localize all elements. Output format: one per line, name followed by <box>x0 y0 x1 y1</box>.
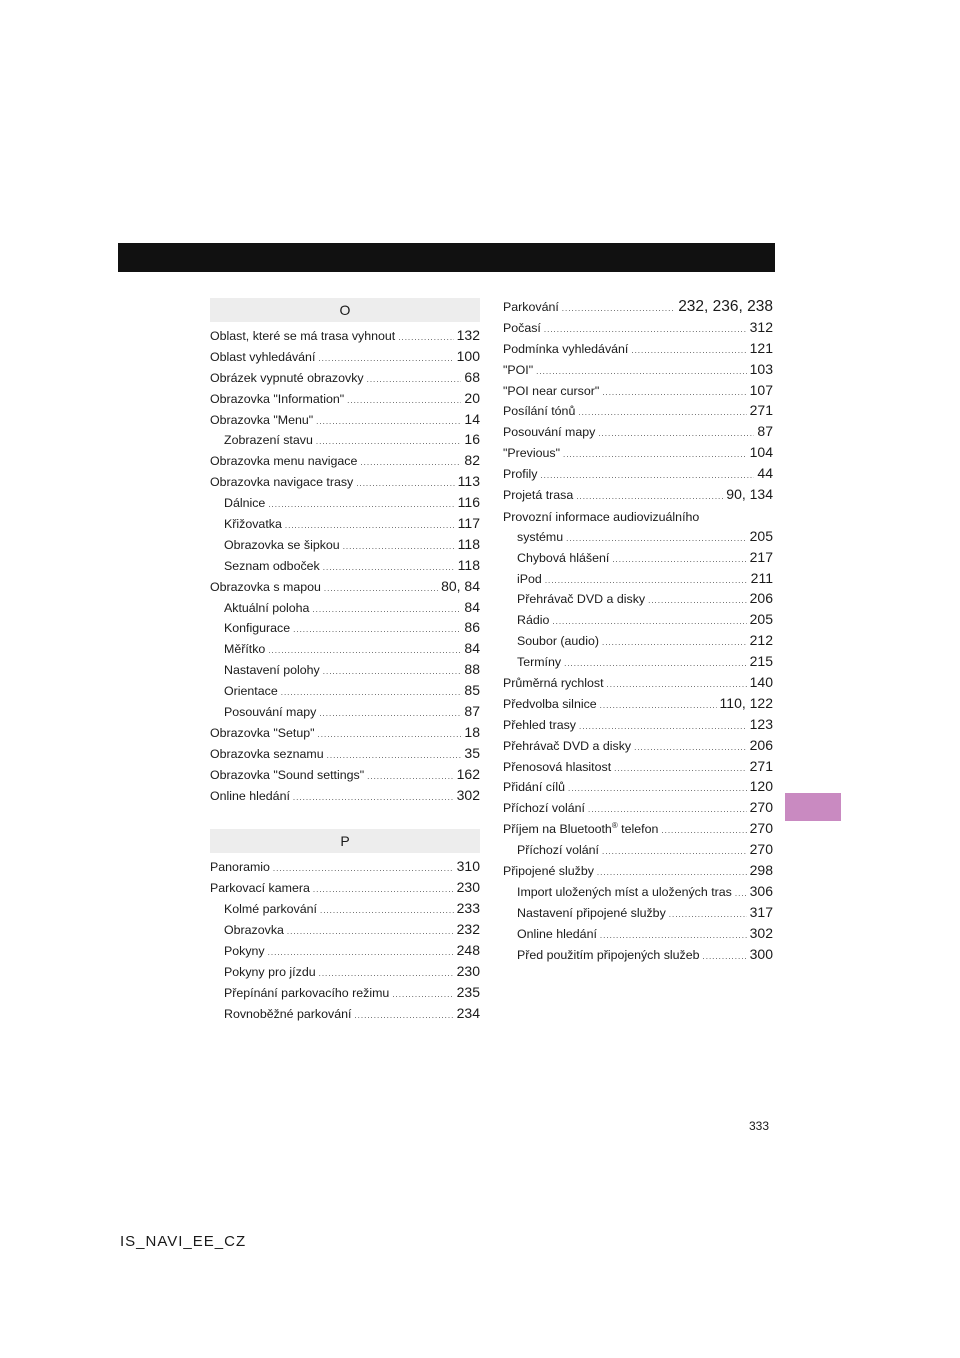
entry-name: Parkovací kamera <box>210 881 310 896</box>
index-entry <box>503 841 773 862</box>
entry-name: Obrazovka "Sound settings" <box>210 767 365 782</box>
dot-leader <box>631 346 746 355</box>
entry-name: Oblast, které se má trasa vyhnout <box>210 329 396 343</box>
entry-page: 84 <box>464 640 480 657</box>
dot-leader <box>313 885 454 894</box>
dot-leader <box>669 910 747 919</box>
index-entry <box>210 473 480 494</box>
entry-page: 206 <box>749 736 773 753</box>
index-entry <box>503 820 773 841</box>
dot-leader <box>661 826 746 835</box>
dot-leader <box>268 646 461 655</box>
entry-name: Podmínka vyhledávání <box>503 341 629 356</box>
index-entry <box>503 716 773 737</box>
entry-name: Obrazovka menu navigace <box>210 454 358 469</box>
entry-page: 18 <box>464 723 480 740</box>
index-entry <box>210 963 480 984</box>
dot-leader <box>598 429 754 438</box>
index-entry <box>210 599 480 620</box>
entry-page: 248 <box>456 942 480 959</box>
entry-name: Oblast vyhledávání <box>210 349 316 364</box>
entry-page: 116 <box>457 494 480 511</box>
index-entry <box>210 787 480 808</box>
dot-leader <box>607 680 747 689</box>
index-entry <box>210 858 480 879</box>
index-entry <box>210 1005 480 1026</box>
entry-page: 230 <box>456 962 480 979</box>
entry-name: Přepínání parkovacího režimu <box>224 985 390 1000</box>
dot-leader <box>312 605 461 614</box>
dot-leader <box>536 367 746 376</box>
entry-page: 16 <box>464 431 480 448</box>
index-entry <box>210 745 480 766</box>
index-entry <box>210 411 480 432</box>
dot-leader <box>552 617 746 626</box>
entry-page: 162 <box>456 765 480 782</box>
index-column-right <box>503 298 773 967</box>
index-entry <box>503 444 773 465</box>
entry-name: Přehrávač DVD a disky <box>503 738 632 753</box>
entry-page: 118 <box>457 535 480 552</box>
entry-page: 123 <box>749 715 773 732</box>
index-entry <box>210 494 480 515</box>
entry-page: 215 <box>749 653 773 670</box>
entry-page: 317 <box>749 903 773 920</box>
index-entry <box>503 862 773 883</box>
entry-name: "Previous" <box>503 446 561 461</box>
index-list-p <box>210 858 480 1025</box>
entry-name: Parkování <box>503 300 559 314</box>
entry-page: 100 <box>456 347 480 364</box>
dot-leader <box>703 952 747 961</box>
entry-page: 270 <box>749 841 773 858</box>
entry-name: iPod <box>517 571 542 586</box>
entry-name: Přehled trasy <box>503 717 577 732</box>
index-entry <box>210 640 480 661</box>
entry-page: 140 <box>749 674 773 691</box>
dot-leader <box>597 868 747 877</box>
entry-page: 217 <box>749 548 773 565</box>
entry-page: 118 <box>457 556 480 573</box>
dot-leader <box>579 722 747 731</box>
dot-leader <box>540 471 754 480</box>
dot-leader <box>293 793 454 802</box>
entry-name: Příchozí volání <box>503 801 585 816</box>
dot-leader <box>323 667 462 676</box>
index-entry <box>503 465 773 486</box>
dot-leader <box>360 458 461 467</box>
entry-name: Obrázek vypnuté obrazovky <box>210 370 364 385</box>
entry-page: 87 <box>757 423 773 440</box>
entry-name: Online hledání <box>210 788 290 803</box>
entry-page: 205 <box>749 611 773 628</box>
index-entry <box>503 340 773 361</box>
index-entry <box>503 590 773 611</box>
index-entry <box>503 298 773 319</box>
dot-leader <box>600 701 717 710</box>
entry-page: 120 <box>749 778 773 795</box>
index-entry <box>503 528 773 549</box>
footer-code: IS_NAVI_EE_CZ <box>120 1233 247 1250</box>
dot-leader <box>600 931 747 940</box>
dot-leader <box>318 354 453 363</box>
entry-page: 232 <box>456 921 480 938</box>
entry-page: 271 <box>749 402 773 419</box>
dot-leader <box>545 576 748 585</box>
entry-page: 68 <box>464 368 480 385</box>
entry-page: 298 <box>749 862 773 879</box>
entry-name: Seznam odboček <box>224 558 320 573</box>
index-entry <box>210 452 480 473</box>
dot-leader <box>287 927 454 936</box>
index-entry <box>503 674 773 695</box>
dot-leader <box>562 304 675 313</box>
index-entry <box>210 724 480 745</box>
entry-name: Obrazovka seznamu <box>210 746 324 761</box>
entry-page: 132 <box>456 327 480 343</box>
entry-name: Nastavení polohy <box>224 663 320 678</box>
dot-leader <box>320 906 454 915</box>
index-entry <box>503 570 773 591</box>
entry-page: 310 <box>456 858 480 875</box>
dot-leader <box>612 555 746 564</box>
entry-page: 35 <box>464 744 480 761</box>
dot-leader <box>324 584 438 593</box>
index-entry <box>210 431 480 452</box>
index-entry <box>503 799 773 820</box>
entry-name: Pokyny pro jízdu <box>224 964 316 979</box>
dot-leader <box>566 534 747 543</box>
entry-name: Přehrávač DVD a disky <box>517 592 646 607</box>
index-entry <box>210 879 480 900</box>
index-list-o <box>210 327 480 807</box>
dot-leader <box>614 764 747 773</box>
index-entry <box>503 904 773 925</box>
dot-leader <box>564 659 747 668</box>
index-column-left <box>210 298 480 1026</box>
index-entry <box>210 921 480 942</box>
index-entry <box>503 946 773 967</box>
index-entry <box>503 632 773 653</box>
entry-name: Pokyny <box>224 944 265 959</box>
dot-leader <box>316 417 461 426</box>
index-entry <box>503 883 773 904</box>
dot-leader <box>735 889 747 898</box>
dot-leader <box>588 805 747 814</box>
dot-leader <box>367 375 462 384</box>
index-entry <box>210 661 480 682</box>
entry-name: Dálnice <box>224 496 266 511</box>
dot-leader <box>576 492 723 501</box>
section-header-o: O <box>210 298 480 322</box>
entry-page: 107 <box>749 381 773 398</box>
index-entry <box>210 327 480 348</box>
entry-name: Příjem na Bluetooth® telefon <box>503 821 659 837</box>
dot-leader <box>319 969 454 978</box>
entry-page: 302 <box>456 786 480 803</box>
index-list-right <box>503 298 773 967</box>
index-entry <box>503 653 773 674</box>
entry-page: 312 <box>749 318 773 335</box>
entry-page: 211 <box>750 569 773 586</box>
entry-name: "POI" <box>503 362 534 377</box>
dot-leader <box>392 990 453 999</box>
entry-name: Posílání tónů <box>503 404 576 419</box>
entry-name: Obrazovka navigace trasy <box>210 475 354 490</box>
dot-leader <box>563 450 747 459</box>
entry-name: Obrazovka "Menu" <box>210 412 314 427</box>
entry-page: 271 <box>749 757 773 774</box>
entry-page: 44 <box>757 465 773 482</box>
header-bar <box>118 243 775 272</box>
entry-name: Obrazovka se šipkou <box>224 537 340 552</box>
dot-leader <box>648 596 747 605</box>
dot-leader <box>343 542 455 551</box>
entry-name: Posouvání mapy <box>224 705 317 720</box>
entry-page: 205 <box>749 527 773 544</box>
entry-name: Soubor (audio) <box>517 634 599 649</box>
index-entry <box>503 549 773 570</box>
entry-page: 86 <box>464 619 480 636</box>
index-entry <box>503 382 773 403</box>
entry-page: 14 <box>464 410 480 427</box>
index-entry <box>210 703 480 724</box>
entry-name: "POI near cursor" <box>503 383 600 398</box>
entry-name: Přidání cílů <box>503 780 565 795</box>
section-tab <box>785 793 841 821</box>
section-header-p: P <box>210 829 480 853</box>
entry-name: Měřítko <box>224 642 266 657</box>
entry-name: Aktuální poloha <box>224 600 310 615</box>
entry-name: Nastavení připojené služby <box>517 905 666 920</box>
entry-name: Počasí <box>503 320 541 335</box>
entry-page: 110, 122 <box>719 694 773 711</box>
index-entry <box>210 619 480 640</box>
index-entry <box>210 984 480 1005</box>
entry-page: 104 <box>749 444 773 461</box>
entry-name: Před použitím připojených služeb <box>517 947 700 962</box>
dot-leader <box>327 751 462 760</box>
entry-name: Konfigurace <box>224 621 291 636</box>
index-entry <box>503 486 773 507</box>
entry-name: Rovnoběžné parkování <box>224 1006 352 1021</box>
index-entry <box>210 390 480 411</box>
dot-leader <box>347 396 461 405</box>
entry-name: Průměrná rychlost <box>503 676 604 691</box>
index-entry <box>210 515 480 536</box>
entry-page: 103 <box>749 360 773 377</box>
index-entry <box>210 942 480 963</box>
entry-page: 20 <box>464 389 480 406</box>
entry-name: Projetá trasa <box>503 488 574 503</box>
dot-leader <box>568 784 747 793</box>
dot-leader <box>602 388 746 397</box>
index-entry <box>210 766 480 787</box>
dot-leader <box>578 408 746 417</box>
entry-name-continued: systému <box>517 529 564 544</box>
dot-leader <box>634 743 747 752</box>
entry-name: Chybová hlášení <box>517 550 610 565</box>
dot-leader <box>318 730 462 739</box>
dot-leader <box>285 521 455 530</box>
dot-leader <box>319 709 461 718</box>
index-entry <box>503 319 773 340</box>
entry-page: 270 <box>749 820 773 837</box>
index-entry <box>503 695 773 716</box>
entry-name: Předvolba silnice <box>503 696 597 711</box>
dot-leader <box>602 638 747 647</box>
entry-page: 117 <box>457 515 480 532</box>
entry-page: 232, 236, 238 <box>678 298 773 315</box>
dot-leader <box>544 325 747 334</box>
entry-page: 84 <box>464 598 480 615</box>
entry-name: Obrazovka <box>224 923 284 938</box>
index-entry <box>503 361 773 382</box>
entry-name: Import uložených míst a uložených tras <box>517 884 732 899</box>
dot-leader <box>367 772 454 781</box>
entry-name: Obrazovka s mapou <box>210 579 321 594</box>
index-entry <box>210 369 480 390</box>
index-entry <box>503 423 773 444</box>
entry-page: 90, 134 <box>726 486 773 503</box>
index-entry <box>503 737 773 758</box>
entry-page: 206 <box>749 590 773 607</box>
entry-page: 235 <box>456 983 480 1000</box>
dot-leader <box>602 847 747 856</box>
index-entry <box>503 611 773 632</box>
dot-leader <box>316 437 462 446</box>
entry-name: Přenosová hlasitost <box>503 759 612 774</box>
entry-name: Rádio <box>517 613 550 628</box>
entry-page: 85 <box>464 682 480 699</box>
index-entry <box>210 578 480 599</box>
entry-page: 233 <box>456 900 480 917</box>
index-entry <box>210 536 480 557</box>
entry-page: 80, 84 <box>441 577 480 594</box>
dot-leader <box>293 625 461 634</box>
entry-name: Obrazovka "Information" <box>210 391 345 406</box>
entry-page: 270 <box>749 799 773 816</box>
entry-page: 300 <box>749 945 773 962</box>
index-entry <box>503 778 773 799</box>
dot-leader <box>281 688 462 697</box>
entry-page: 121 <box>749 339 773 356</box>
dot-leader <box>398 333 453 342</box>
entry-name: Kolmé parkování <box>224 902 317 917</box>
entry-page: 88 <box>464 661 480 678</box>
dot-leader <box>323 563 455 572</box>
index-entry <box>503 758 773 779</box>
entry-page: 306 <box>749 882 773 899</box>
entry-page: 87 <box>464 703 480 720</box>
entry-page: 230 <box>456 879 480 896</box>
entry-name: Křižovatka <box>224 517 282 532</box>
entry-name: Příchozí volání <box>517 843 599 858</box>
index-entry <box>210 557 480 578</box>
index-entry <box>210 900 480 921</box>
index-entry <box>210 682 480 703</box>
entry-name: Online hledání <box>517 926 597 941</box>
entry-name: Posouvání mapy <box>503 425 596 440</box>
entry-page: 113 <box>457 473 480 490</box>
entry-name: Orientace <box>224 684 278 699</box>
index-entry <box>210 348 480 369</box>
dot-leader <box>273 864 454 873</box>
dot-leader <box>356 479 454 488</box>
entry-name: Panoramio <box>210 860 270 875</box>
entry-page: 212 <box>749 632 773 649</box>
entry-name: Provozní informace audiovizuálního <box>503 509 700 524</box>
entry-name: Obrazovka "Setup" <box>210 725 315 740</box>
entry-page: 234 <box>456 1004 480 1021</box>
entry-name: Profily <box>503 467 538 482</box>
page-number: 333 <box>749 1119 770 1133</box>
entry-name: Zobrazení stavu <box>224 433 313 448</box>
dot-leader <box>268 948 454 957</box>
entry-page: 302 <box>749 924 773 941</box>
index-entry <box>503 402 773 423</box>
index-entry <box>503 925 773 946</box>
dot-leader <box>354 1011 453 1020</box>
dot-leader <box>268 500 454 509</box>
entry-name: Termíny <box>517 655 562 670</box>
entry-page: 82 <box>464 452 480 469</box>
entry-name: Připojené služby <box>503 864 594 879</box>
